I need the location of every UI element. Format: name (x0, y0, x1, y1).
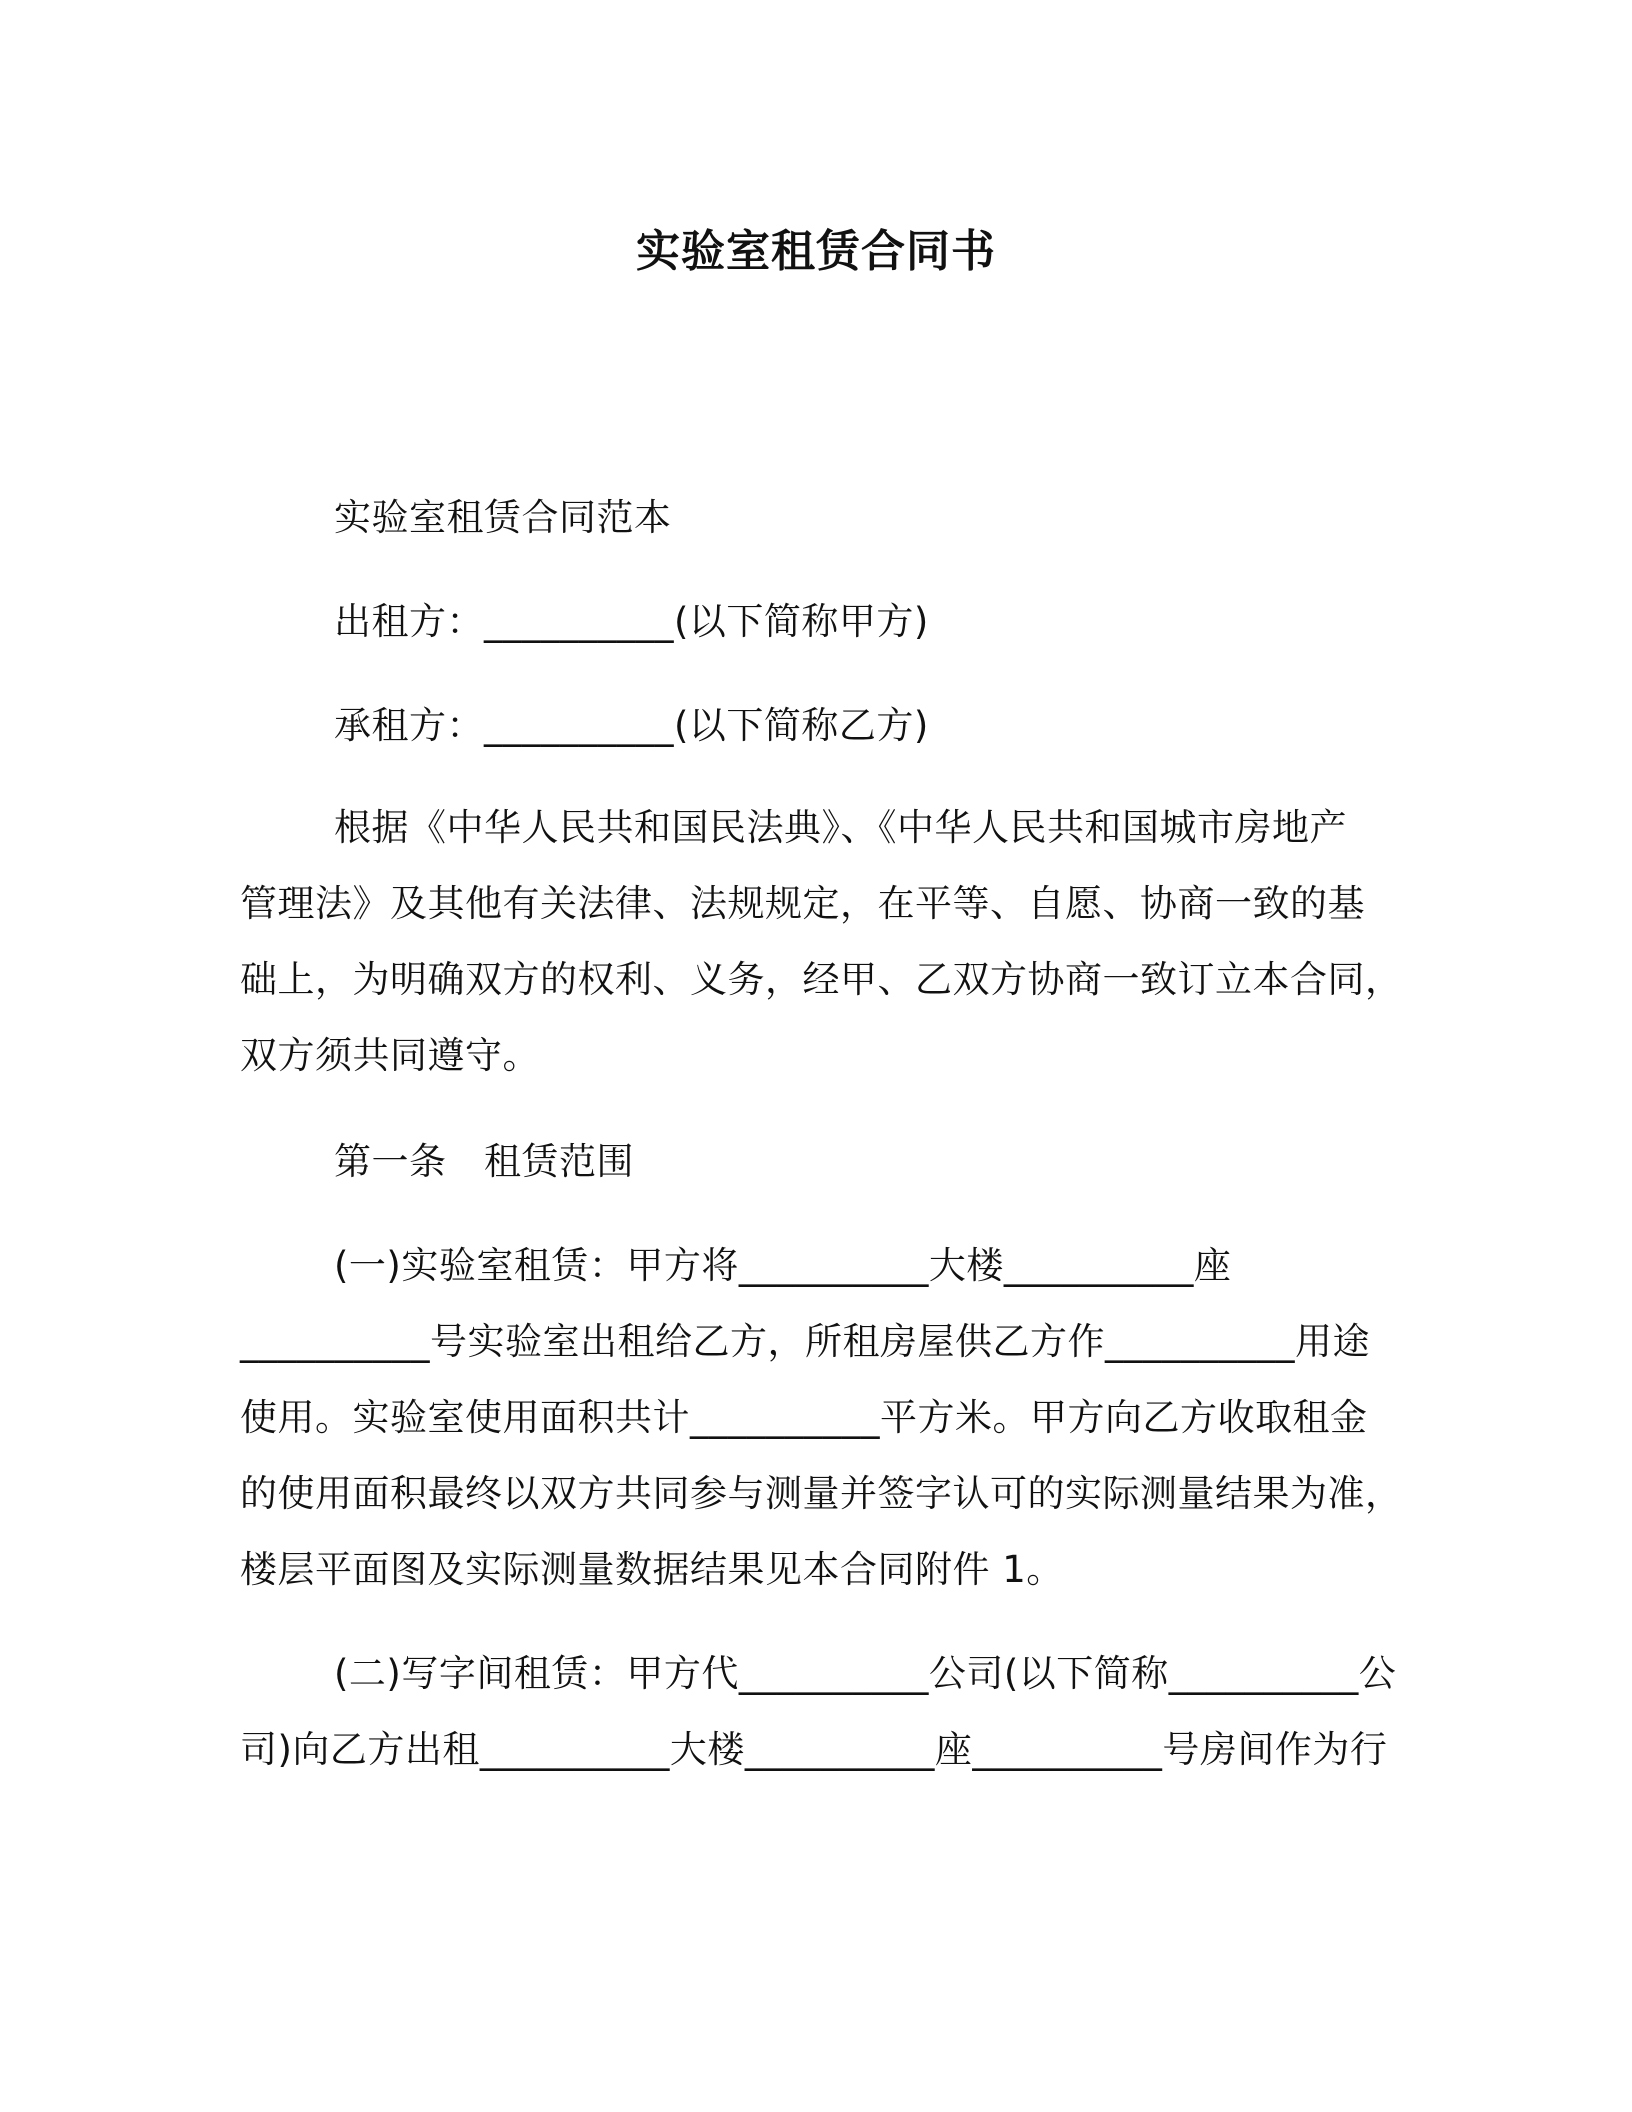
preamble-line-2: 管理法》及其他有关法律、法规规定，在平等、自愿、协商一致的基 (240, 882, 1365, 925)
clause-1-line-4: 的使用面积最终以双方共同参与测量并签字认可的实际测量结果为准， (240, 1472, 1403, 1515)
lessor-line: 出租方：__________(以下简称甲方) (334, 600, 929, 643)
preamble-line-3: 础上，为明确双方的权利、义务，经甲、乙双方协商一致订立本合同， (240, 958, 1403, 1001)
preamble-line-1: 根据《中华人民共和国民法典》、《中华人民共和国城市房地产 (334, 806, 1347, 849)
clause-2-line-1: (二)写字间租赁：甲方代__________公司(以下简称__________公 (334, 1652, 1397, 1695)
clause-1-line-5: 楼层平面图及实际测量数据结果见本合同附件 1。 (240, 1548, 1064, 1591)
clause-1-line-1: (一)实验室租赁：甲方将__________大楼__________座 (334, 1244, 1232, 1287)
clause-2-line-2: 司)向乙方出租__________大楼__________座__________号房间作为行 (240, 1728, 1388, 1771)
article-1-heading: 第一条 租赁范围 (334, 1140, 634, 1183)
preamble-line-4: 双方须共同遵守。 (240, 1034, 540, 1077)
subtitle-line: 实验室租赁合同范本 (334, 496, 672, 539)
lessee-line: 承租方：__________(以下简称乙方) (334, 704, 929, 747)
clause-1-line-3: 使用。实验室使用面积共计__________平方米。甲方向乙方收取租金 (240, 1396, 1368, 1439)
document-title: 实验室租赁合同书 (636, 226, 996, 277)
clause-1-line-2: __________号实验室出租给乙方，所租房屋供乙方作__________用途 (240, 1320, 1370, 1363)
